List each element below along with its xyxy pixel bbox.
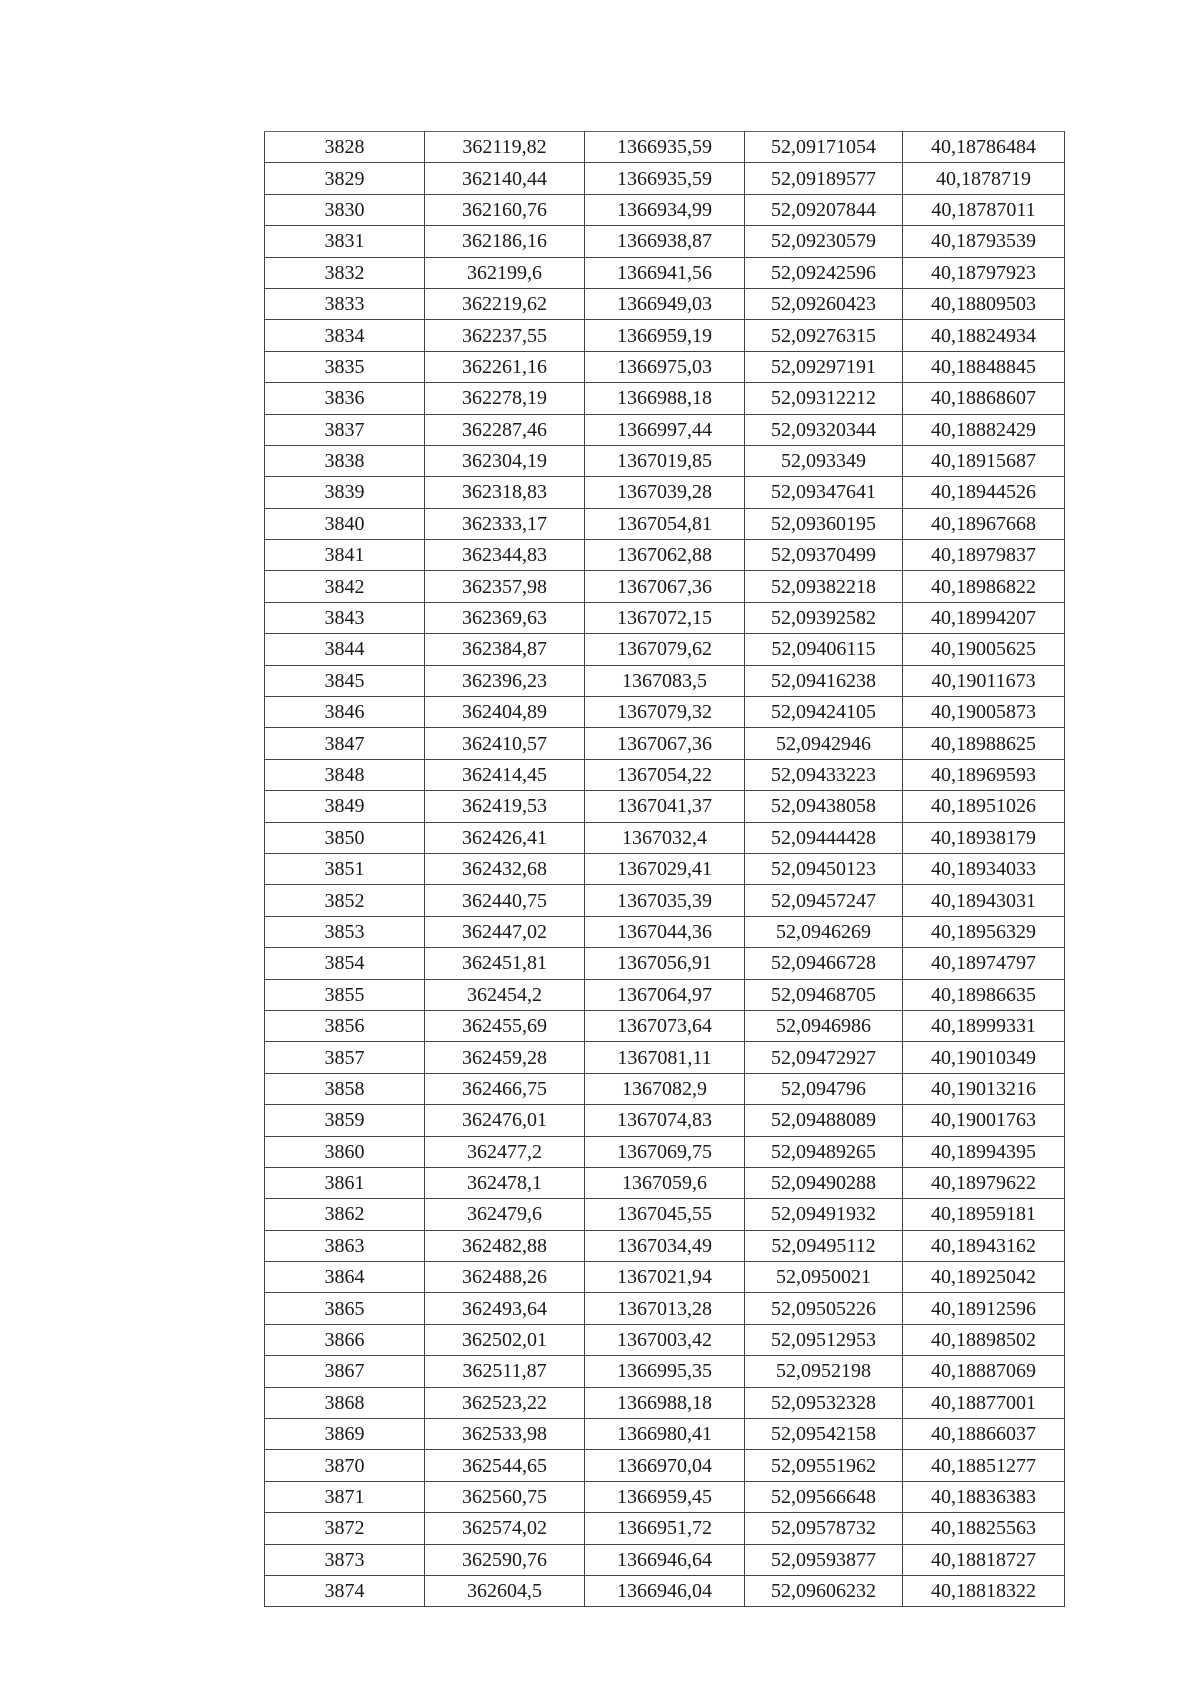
latitude-cell: 52,09551962 xyxy=(745,1450,903,1481)
point-number-cell: 3855 xyxy=(265,979,425,1010)
latitude-cell: 52,09406115 xyxy=(745,634,903,665)
x-coordinate-cell: 362560,75 xyxy=(425,1481,585,1512)
latitude-cell: 52,09457247 xyxy=(745,885,903,916)
table-row xyxy=(265,351,1065,382)
latitude-cell: 52,09433223 xyxy=(745,759,903,790)
coordinates-table-body xyxy=(265,132,1065,1607)
longitude-cell: 40,18979622 xyxy=(903,1167,1065,1198)
point-number-cell: 3831 xyxy=(265,226,425,257)
longitude-cell: 40,18809503 xyxy=(903,288,1065,319)
x-coordinate-cell: 362590,76 xyxy=(425,1544,585,1575)
x-coordinate-cell: 362455,69 xyxy=(425,1010,585,1041)
latitude-cell: 52,09392582 xyxy=(745,602,903,633)
table-row xyxy=(265,1105,1065,1136)
latitude-cell: 52,09578732 xyxy=(745,1513,903,1544)
latitude-cell: 52,0950021 xyxy=(745,1262,903,1293)
table-row xyxy=(265,1513,1065,1544)
table-row xyxy=(265,948,1065,979)
y-coordinate-cell: 1367067,36 xyxy=(585,728,745,759)
point-number-cell: 3869 xyxy=(265,1419,425,1450)
table-row xyxy=(265,226,1065,257)
latitude-cell: 52,09382218 xyxy=(745,571,903,602)
y-coordinate-cell: 1367083,5 xyxy=(585,665,745,696)
table-row xyxy=(265,697,1065,728)
table-row xyxy=(265,853,1065,884)
point-number-cell: 3833 xyxy=(265,288,425,319)
table-row xyxy=(265,1073,1065,1104)
table-row xyxy=(265,665,1065,696)
longitude-cell: 40,18786484 xyxy=(903,132,1065,163)
table-row xyxy=(265,571,1065,602)
point-number-cell: 3849 xyxy=(265,791,425,822)
longitude-cell: 40,18824934 xyxy=(903,320,1065,351)
longitude-cell: 40,18994395 xyxy=(903,1136,1065,1167)
point-number-cell: 3870 xyxy=(265,1450,425,1481)
table-row xyxy=(265,508,1065,539)
longitude-cell: 40,19011673 xyxy=(903,665,1065,696)
latitude-cell: 52,0946986 xyxy=(745,1010,903,1041)
x-coordinate-cell: 362414,45 xyxy=(425,759,585,790)
point-number-cell: 3851 xyxy=(265,853,425,884)
y-coordinate-cell: 1367013,28 xyxy=(585,1293,745,1324)
longitude-cell: 40,18974797 xyxy=(903,948,1065,979)
latitude-cell: 52,09242596 xyxy=(745,257,903,288)
x-coordinate-cell: 362119,82 xyxy=(425,132,585,163)
table-row xyxy=(265,1356,1065,1387)
table-row xyxy=(265,540,1065,571)
latitude-cell: 52,0942946 xyxy=(745,728,903,759)
x-coordinate-cell: 362419,53 xyxy=(425,791,585,822)
y-coordinate-cell: 1366946,64 xyxy=(585,1544,745,1575)
longitude-cell: 40,18943162 xyxy=(903,1230,1065,1261)
x-coordinate-cell: 362410,57 xyxy=(425,728,585,759)
y-coordinate-cell: 1366970,04 xyxy=(585,1450,745,1481)
x-coordinate-cell: 362287,46 xyxy=(425,414,585,445)
x-coordinate-cell: 362488,26 xyxy=(425,1262,585,1293)
longitude-cell: 40,18836383 xyxy=(903,1481,1065,1512)
table-row xyxy=(265,288,1065,319)
point-number-cell: 3854 xyxy=(265,948,425,979)
x-coordinate-cell: 362476,01 xyxy=(425,1105,585,1136)
latitude-cell: 52,09276315 xyxy=(745,320,903,351)
table-row xyxy=(265,257,1065,288)
y-coordinate-cell: 1367079,32 xyxy=(585,697,745,728)
y-coordinate-cell: 1366997,44 xyxy=(585,414,745,445)
point-number-cell: 3867 xyxy=(265,1356,425,1387)
y-coordinate-cell: 1366995,35 xyxy=(585,1356,745,1387)
x-coordinate-cell: 362574,02 xyxy=(425,1513,585,1544)
longitude-cell: 40,18951026 xyxy=(903,791,1065,822)
longitude-cell: 40,19013216 xyxy=(903,1073,1065,1104)
latitude-cell: 52,09347641 xyxy=(745,477,903,508)
point-number-cell: 3850 xyxy=(265,822,425,853)
table-row xyxy=(265,414,1065,445)
y-coordinate-cell: 1367032,4 xyxy=(585,822,745,853)
latitude-cell: 52,09542158 xyxy=(745,1419,903,1450)
longitude-cell: 40,18787011 xyxy=(903,194,1065,225)
y-coordinate-cell: 1366959,19 xyxy=(585,320,745,351)
x-coordinate-cell: 362511,87 xyxy=(425,1356,585,1387)
x-coordinate-cell: 362384,87 xyxy=(425,634,585,665)
y-coordinate-cell: 1367003,42 xyxy=(585,1324,745,1355)
point-number-cell: 3858 xyxy=(265,1073,425,1104)
longitude-cell: 40,19001763 xyxy=(903,1105,1065,1136)
x-coordinate-cell: 362477,2 xyxy=(425,1136,585,1167)
x-coordinate-cell: 362523,22 xyxy=(425,1387,585,1418)
point-number-cell: 3847 xyxy=(265,728,425,759)
x-coordinate-cell: 362304,19 xyxy=(425,445,585,476)
longitude-cell: 40,18967668 xyxy=(903,508,1065,539)
longitude-cell: 40,18925042 xyxy=(903,1262,1065,1293)
latitude-cell: 52,0952198 xyxy=(745,1356,903,1387)
longitude-cell: 40,18934033 xyxy=(903,853,1065,884)
point-number-cell: 3871 xyxy=(265,1481,425,1512)
table-row xyxy=(265,320,1065,351)
x-coordinate-cell: 362459,28 xyxy=(425,1042,585,1073)
point-number-cell: 3838 xyxy=(265,445,425,476)
latitude-cell: 52,09468705 xyxy=(745,979,903,1010)
point-number-cell: 3840 xyxy=(265,508,425,539)
y-coordinate-cell: 1366934,99 xyxy=(585,194,745,225)
longitude-cell: 40,18938179 xyxy=(903,822,1065,853)
x-coordinate-cell: 362160,76 xyxy=(425,194,585,225)
latitude-cell: 52,09260423 xyxy=(745,288,903,319)
point-number-cell: 3834 xyxy=(265,320,425,351)
point-number-cell: 3845 xyxy=(265,665,425,696)
table-row xyxy=(265,477,1065,508)
longitude-cell: 40,18943031 xyxy=(903,885,1065,916)
longitude-cell: 40,1878719 xyxy=(903,163,1065,194)
table-row xyxy=(265,1230,1065,1261)
latitude-cell: 52,093349 xyxy=(745,445,903,476)
x-coordinate-cell: 362604,5 xyxy=(425,1575,585,1606)
y-coordinate-cell: 1366980,41 xyxy=(585,1419,745,1450)
point-number-cell: 3862 xyxy=(265,1199,425,1230)
table-row xyxy=(265,822,1065,853)
table-row xyxy=(265,163,1065,194)
latitude-cell: 52,09312212 xyxy=(745,383,903,414)
y-coordinate-cell: 1367074,83 xyxy=(585,1105,745,1136)
table-row xyxy=(265,1387,1065,1418)
latitude-cell: 52,09171054 xyxy=(745,132,903,163)
x-coordinate-cell: 362502,01 xyxy=(425,1324,585,1355)
latitude-cell: 52,09566648 xyxy=(745,1481,903,1512)
x-coordinate-cell: 362186,16 xyxy=(425,226,585,257)
x-coordinate-cell: 362261,16 xyxy=(425,351,585,382)
x-coordinate-cell: 362454,2 xyxy=(425,979,585,1010)
latitude-cell: 52,09444428 xyxy=(745,822,903,853)
longitude-cell: 40,19005873 xyxy=(903,697,1065,728)
table-row xyxy=(265,759,1065,790)
y-coordinate-cell: 1367041,37 xyxy=(585,791,745,822)
y-coordinate-cell: 1367072,15 xyxy=(585,602,745,633)
table-row xyxy=(265,1167,1065,1198)
latitude-cell: 52,09495112 xyxy=(745,1230,903,1261)
y-coordinate-cell: 1367056,91 xyxy=(585,948,745,979)
table-row xyxy=(265,979,1065,1010)
y-coordinate-cell: 1367082,9 xyxy=(585,1073,745,1104)
x-coordinate-cell: 362318,83 xyxy=(425,477,585,508)
x-coordinate-cell: 362432,68 xyxy=(425,853,585,884)
table-row xyxy=(265,194,1065,225)
table-row xyxy=(265,602,1065,633)
table-row xyxy=(265,1010,1065,1041)
point-number-cell: 3837 xyxy=(265,414,425,445)
table-row xyxy=(265,1136,1065,1167)
y-coordinate-cell: 1367045,55 xyxy=(585,1199,745,1230)
y-coordinate-cell: 1366988,18 xyxy=(585,383,745,414)
longitude-cell: 40,18969593 xyxy=(903,759,1065,790)
x-coordinate-cell: 362440,75 xyxy=(425,885,585,916)
latitude-cell: 52,09491932 xyxy=(745,1199,903,1230)
y-coordinate-cell: 1367069,75 xyxy=(585,1136,745,1167)
latitude-cell: 52,09416238 xyxy=(745,665,903,696)
x-coordinate-cell: 362404,89 xyxy=(425,697,585,728)
point-number-cell: 3844 xyxy=(265,634,425,665)
y-coordinate-cell: 1367021,94 xyxy=(585,1262,745,1293)
x-coordinate-cell: 362466,75 xyxy=(425,1073,585,1104)
table-row xyxy=(265,1419,1065,1450)
longitude-cell: 40,18959181 xyxy=(903,1199,1065,1230)
point-number-cell: 3868 xyxy=(265,1387,425,1418)
point-number-cell: 3841 xyxy=(265,540,425,571)
y-coordinate-cell: 1366946,04 xyxy=(585,1575,745,1606)
latitude-cell: 52,094796 xyxy=(745,1073,903,1104)
point-number-cell: 3863 xyxy=(265,1230,425,1261)
table-row xyxy=(265,1199,1065,1230)
latitude-cell: 52,09230579 xyxy=(745,226,903,257)
point-number-cell: 3853 xyxy=(265,916,425,947)
y-coordinate-cell: 1367054,22 xyxy=(585,759,745,790)
y-coordinate-cell: 1366938,87 xyxy=(585,226,745,257)
y-coordinate-cell: 1367062,88 xyxy=(585,540,745,571)
y-coordinate-cell: 1367039,28 xyxy=(585,477,745,508)
x-coordinate-cell: 362478,1 xyxy=(425,1167,585,1198)
x-coordinate-cell: 362344,83 xyxy=(425,540,585,571)
x-coordinate-cell: 362140,44 xyxy=(425,163,585,194)
point-number-cell: 3865 xyxy=(265,1293,425,1324)
table-row xyxy=(265,1450,1065,1481)
latitude-cell: 52,09593877 xyxy=(745,1544,903,1575)
x-coordinate-cell: 362237,55 xyxy=(425,320,585,351)
longitude-cell: 40,18994207 xyxy=(903,602,1065,633)
y-coordinate-cell: 1367067,36 xyxy=(585,571,745,602)
y-coordinate-cell: 1367035,39 xyxy=(585,885,745,916)
latitude-cell: 52,0946269 xyxy=(745,916,903,947)
y-coordinate-cell: 1367081,11 xyxy=(585,1042,745,1073)
x-coordinate-cell: 362278,19 xyxy=(425,383,585,414)
point-number-cell: 3830 xyxy=(265,194,425,225)
longitude-cell: 40,18818727 xyxy=(903,1544,1065,1575)
latitude-cell: 52,09512953 xyxy=(745,1324,903,1355)
x-coordinate-cell: 362219,62 xyxy=(425,288,585,319)
latitude-cell: 52,09189577 xyxy=(745,163,903,194)
longitude-cell: 40,18825563 xyxy=(903,1513,1065,1544)
point-number-cell: 3857 xyxy=(265,1042,425,1073)
table-row xyxy=(265,916,1065,947)
longitude-cell: 40,18797923 xyxy=(903,257,1065,288)
longitude-cell: 40,18915687 xyxy=(903,445,1065,476)
latitude-cell: 52,09488089 xyxy=(745,1105,903,1136)
y-coordinate-cell: 1367064,97 xyxy=(585,979,745,1010)
y-coordinate-cell: 1366935,59 xyxy=(585,132,745,163)
longitude-cell: 40,18866037 xyxy=(903,1419,1065,1450)
y-coordinate-cell: 1366959,45 xyxy=(585,1481,745,1512)
y-coordinate-cell: 1367044,36 xyxy=(585,916,745,947)
x-coordinate-cell: 362482,88 xyxy=(425,1230,585,1261)
longitude-cell: 40,18944526 xyxy=(903,477,1065,508)
point-number-cell: 3866 xyxy=(265,1324,425,1355)
table-row xyxy=(265,1575,1065,1606)
x-coordinate-cell: 362479,6 xyxy=(425,1199,585,1230)
point-number-cell: 3828 xyxy=(265,132,425,163)
table-row xyxy=(265,1293,1065,1324)
y-coordinate-cell: 1367029,41 xyxy=(585,853,745,884)
latitude-cell: 52,09370499 xyxy=(745,540,903,571)
x-coordinate-cell: 362447,02 xyxy=(425,916,585,947)
longitude-cell: 40,18793539 xyxy=(903,226,1065,257)
latitude-cell: 52,09360195 xyxy=(745,508,903,539)
longitude-cell: 40,18999331 xyxy=(903,1010,1065,1041)
table-row xyxy=(265,445,1065,476)
point-number-cell: 3832 xyxy=(265,257,425,288)
point-number-cell: 3874 xyxy=(265,1575,425,1606)
point-number-cell: 3846 xyxy=(265,697,425,728)
point-number-cell: 3864 xyxy=(265,1262,425,1293)
y-coordinate-cell: 1367054,81 xyxy=(585,508,745,539)
latitude-cell: 52,09606232 xyxy=(745,1575,903,1606)
point-number-cell: 3829 xyxy=(265,163,425,194)
latitude-cell: 52,09207844 xyxy=(745,194,903,225)
latitude-cell: 52,09505226 xyxy=(745,1293,903,1324)
point-number-cell: 3852 xyxy=(265,885,425,916)
longitude-cell: 40,18868607 xyxy=(903,383,1065,414)
longitude-cell: 40,18979837 xyxy=(903,540,1065,571)
point-number-cell: 3856 xyxy=(265,1010,425,1041)
table-row xyxy=(265,1042,1065,1073)
y-coordinate-cell: 1366951,72 xyxy=(585,1513,745,1544)
longitude-cell: 40,18882429 xyxy=(903,414,1065,445)
point-number-cell: 3843 xyxy=(265,602,425,633)
x-coordinate-cell: 362199,6 xyxy=(425,257,585,288)
latitude-cell: 52,09466728 xyxy=(745,948,903,979)
table-row xyxy=(265,383,1065,414)
x-coordinate-cell: 362369,63 xyxy=(425,602,585,633)
point-number-cell: 3842 xyxy=(265,571,425,602)
point-number-cell: 3839 xyxy=(265,477,425,508)
longitude-cell: 40,18898502 xyxy=(903,1324,1065,1355)
latitude-cell: 52,09450123 xyxy=(745,853,903,884)
y-coordinate-cell: 1367019,85 xyxy=(585,445,745,476)
latitude-cell: 52,09438058 xyxy=(745,791,903,822)
latitude-cell: 52,09532328 xyxy=(745,1387,903,1418)
latitude-cell: 52,09489265 xyxy=(745,1136,903,1167)
point-number-cell: 3859 xyxy=(265,1105,425,1136)
y-coordinate-cell: 1366941,56 xyxy=(585,257,745,288)
x-coordinate-cell: 362396,23 xyxy=(425,665,585,696)
x-coordinate-cell: 362357,98 xyxy=(425,571,585,602)
longitude-cell: 40,18912596 xyxy=(903,1293,1065,1324)
y-coordinate-cell: 1367073,64 xyxy=(585,1010,745,1041)
latitude-cell: 52,09297191 xyxy=(745,351,903,382)
point-number-cell: 3872 xyxy=(265,1513,425,1544)
table-row xyxy=(265,1262,1065,1293)
point-number-cell: 3861 xyxy=(265,1167,425,1198)
y-coordinate-cell: 1367059,6 xyxy=(585,1167,745,1198)
x-coordinate-cell: 362493,64 xyxy=(425,1293,585,1324)
point-number-cell: 3835 xyxy=(265,351,425,382)
table-row xyxy=(265,132,1065,163)
latitude-cell: 52,09472927 xyxy=(745,1042,903,1073)
longitude-cell: 40,19005625 xyxy=(903,634,1065,665)
longitude-cell: 40,18986635 xyxy=(903,979,1065,1010)
point-number-cell: 3848 xyxy=(265,759,425,790)
longitude-cell: 40,18887069 xyxy=(903,1356,1065,1387)
y-coordinate-cell: 1366935,59 xyxy=(585,163,745,194)
table-row xyxy=(265,1324,1065,1355)
table-row xyxy=(265,728,1065,759)
y-coordinate-cell: 1366988,18 xyxy=(585,1387,745,1418)
x-coordinate-cell: 362333,17 xyxy=(425,508,585,539)
table-row xyxy=(265,1481,1065,1512)
longitude-cell: 40,18848845 xyxy=(903,351,1065,382)
point-number-cell: 3836 xyxy=(265,383,425,414)
point-number-cell: 3860 xyxy=(265,1136,425,1167)
longitude-cell: 40,18986822 xyxy=(903,571,1065,602)
x-coordinate-cell: 362544,65 xyxy=(425,1450,585,1481)
x-coordinate-cell: 362533,98 xyxy=(425,1419,585,1450)
point-number-cell: 3873 xyxy=(265,1544,425,1575)
longitude-cell: 40,18818322 xyxy=(903,1575,1065,1606)
longitude-cell: 40,18877001 xyxy=(903,1387,1065,1418)
x-coordinate-cell: 362451,81 xyxy=(425,948,585,979)
table-row xyxy=(265,1544,1065,1575)
y-coordinate-cell: 1367079,62 xyxy=(585,634,745,665)
table-row xyxy=(265,885,1065,916)
table-row xyxy=(265,791,1065,822)
table-row xyxy=(265,634,1065,665)
y-coordinate-cell: 1366975,03 xyxy=(585,351,745,382)
longitude-cell: 40,18956329 xyxy=(903,916,1065,947)
y-coordinate-cell: 1367034,49 xyxy=(585,1230,745,1261)
longitude-cell: 40,18988625 xyxy=(903,728,1065,759)
longitude-cell: 40,18851277 xyxy=(903,1450,1065,1481)
latitude-cell: 52,09490288 xyxy=(745,1167,903,1198)
latitude-cell: 52,09320344 xyxy=(745,414,903,445)
longitude-cell: 40,19010349 xyxy=(903,1042,1065,1073)
x-coordinate-cell: 362426,41 xyxy=(425,822,585,853)
y-coordinate-cell: 1366949,03 xyxy=(585,288,745,319)
latitude-cell: 52,09424105 xyxy=(745,697,903,728)
coordinates-table xyxy=(264,131,1065,1607)
